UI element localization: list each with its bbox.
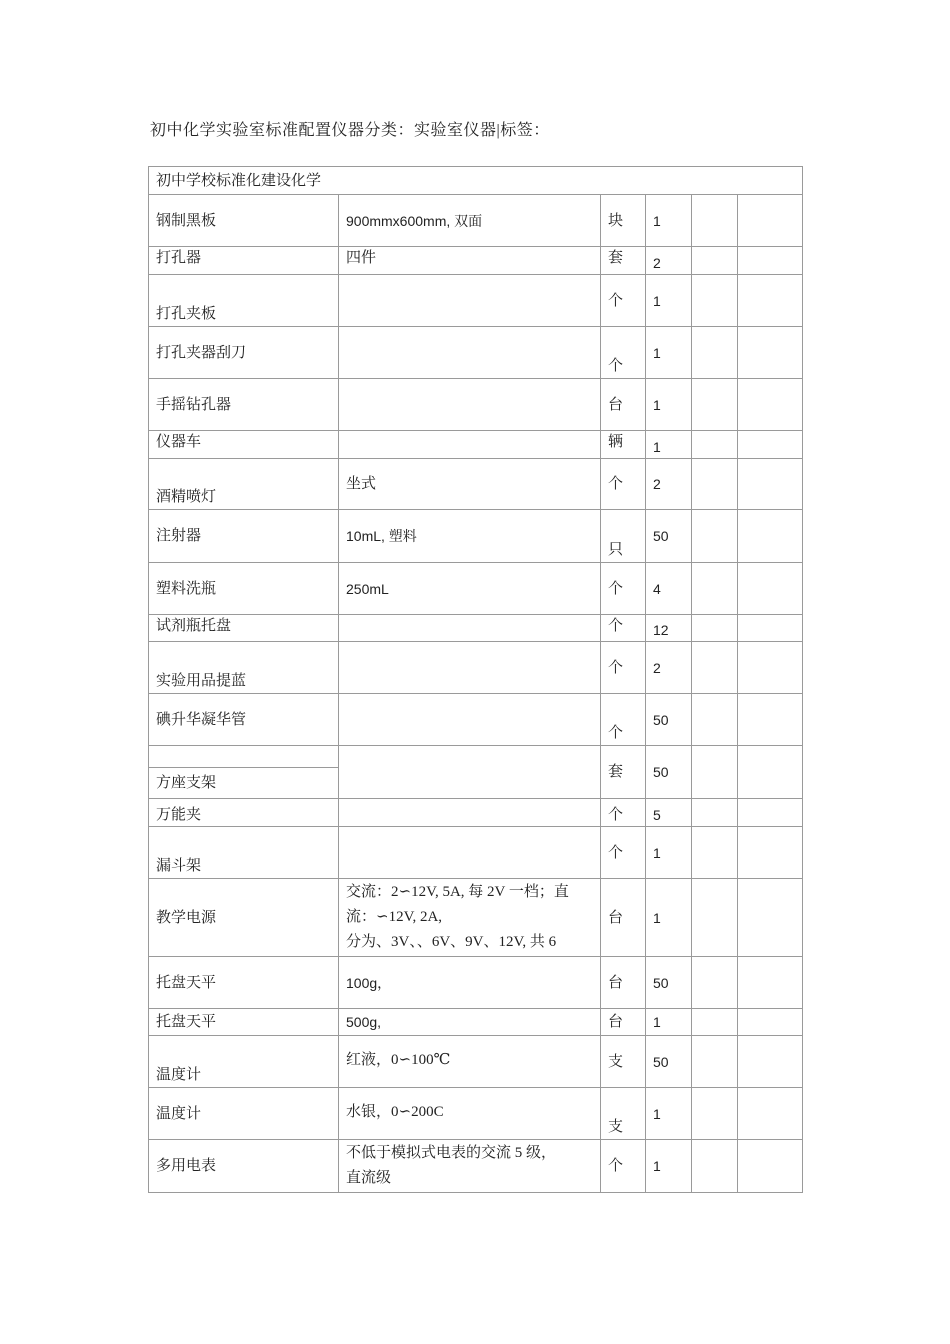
item-qty: 50 [646, 957, 692, 1009]
empty-cell [692, 694, 738, 746]
empty-cell [149, 746, 339, 768]
item-unit: 个 [601, 615, 646, 642]
empty-cell [738, 510, 803, 563]
table-row [149, 827, 803, 879]
table-row [149, 510, 803, 563]
item-name: 多用电表 [149, 1140, 339, 1193]
item-qty: 1 [646, 195, 692, 247]
table-row [149, 1140, 803, 1193]
item-spec [339, 431, 601, 459]
item-unit: 套 [601, 247, 646, 275]
empty-cell [692, 642, 738, 694]
spec-line: 不低于模拟式电表的交流 5 级， [346, 1145, 557, 1161]
item-unit: 个 [601, 694, 646, 746]
item-name: 打孔器 [149, 247, 339, 275]
item-name: 托盘天平 [149, 1009, 339, 1036]
item-name: 打孔夹板 [149, 275, 339, 327]
item-name: 实验用品提蓝 [149, 642, 339, 694]
item-unit: 个 [601, 642, 646, 694]
empty-cell [738, 957, 803, 1009]
item-name: 酒精喷灯 [149, 459, 339, 510]
item-spec [339, 327, 601, 379]
table-row [149, 1009, 803, 1036]
empty-cell [692, 327, 738, 379]
table-row [149, 1088, 803, 1140]
empty-cell [738, 799, 803, 827]
item-qty: 50 [646, 694, 692, 746]
empty-cell [692, 746, 738, 799]
item-name: 打孔夹器刮刀 [149, 327, 339, 379]
item-unit: 个 [601, 459, 646, 510]
empty-cell [692, 1088, 738, 1140]
empty-cell [692, 459, 738, 510]
table-row [149, 642, 803, 694]
item-unit: 台 [601, 1009, 646, 1036]
item-unit: 个 [601, 327, 646, 379]
item-name: 托盘天平 [149, 957, 339, 1009]
empty-cell [692, 563, 738, 615]
item-qty: 50 [646, 510, 692, 563]
item-qty: 1 [646, 327, 692, 379]
empty-cell [738, 1140, 803, 1193]
item-name: 万能夹 [149, 799, 339, 827]
table-row [149, 195, 803, 247]
spec-line: 交流：2∽12V, 5A, 每 2V 一档；直 [346, 884, 569, 900]
item-unit: 个 [601, 827, 646, 879]
item-unit: 支 [601, 1036, 646, 1088]
table-row [149, 879, 803, 957]
empty-cell [692, 275, 738, 327]
document-heading: 初中化学实验室标准配置仪器分类：实验室仪器|标签： [150, 122, 550, 139]
table-row [149, 1036, 803, 1088]
item-spec: 500g, [339, 1009, 601, 1036]
empty-cell [738, 827, 803, 879]
item-qty: 4 [646, 563, 692, 615]
item-unit: 只 [601, 510, 646, 563]
item-spec [339, 827, 601, 879]
item-qty: 1 [646, 1009, 692, 1036]
empty-cell [738, 195, 803, 247]
item-spec: 250mL [339, 563, 601, 615]
table-row [149, 957, 803, 1009]
empty-cell [738, 1009, 803, 1036]
table-title-row [149, 167, 803, 195]
item-spec [339, 615, 601, 642]
item-name: 手摇钻孔器 [149, 379, 339, 431]
empty-cell [692, 799, 738, 827]
empty-cell [692, 1036, 738, 1088]
item-spec [339, 879, 601, 957]
item-spec: 100g， [339, 957, 601, 1009]
item-unit: 个 [601, 563, 646, 615]
item-qty: 1 [646, 1140, 692, 1193]
spec-line: 分为、3V、、6V、9V、12V, 共 6 [346, 934, 557, 950]
item-unit: 台 [601, 879, 646, 957]
item-spec [339, 642, 601, 694]
item-spec: 四件 [339, 247, 601, 275]
empty-cell [692, 1009, 738, 1036]
empty-cell [738, 379, 803, 431]
empty-cell [692, 247, 738, 275]
empty-cell [738, 694, 803, 746]
item-unit: 台 [601, 379, 646, 431]
empty-cell [738, 615, 803, 642]
item-name: 注射器 [149, 510, 339, 563]
empty-cell [738, 746, 803, 799]
empty-cell [692, 195, 738, 247]
dash-cell [692, 1140, 738, 1193]
empty-cell [692, 879, 738, 957]
item-spec: 10mL, 塑料 [339, 510, 601, 563]
table-title: 初中学校标准化建设化学 [149, 167, 803, 195]
empty-cell [738, 247, 803, 275]
empty-cell [738, 275, 803, 327]
item-name: 仪器车 [149, 431, 339, 459]
item-qty: 2 [646, 642, 692, 694]
empty-cell [738, 1088, 803, 1140]
item-qty: 2 [646, 247, 692, 275]
item-name: 温度计 [149, 1088, 339, 1140]
instrument-table [148, 166, 803, 1193]
item-qty: 12 [646, 615, 692, 642]
item-spec [339, 746, 601, 799]
spec-line: 直流级 [346, 1170, 392, 1186]
item-qty: 1 [646, 1088, 692, 1140]
empty-cell [738, 431, 803, 459]
item-name: 温度计 [149, 1036, 339, 1088]
item-qty: 1 [646, 275, 692, 327]
empty-cell [738, 642, 803, 694]
item-name: 碘升华凝华管 [149, 694, 339, 746]
empty-cell [692, 957, 738, 1009]
item-name: 方座支架 [149, 768, 339, 799]
empty-cell [738, 459, 803, 510]
empty-cell [738, 1036, 803, 1088]
item-name: 钢制黑板 [149, 195, 339, 247]
table-row [149, 459, 803, 510]
item-name: 塑料洗瓶 [149, 563, 339, 615]
item-unit: 台 [601, 957, 646, 1009]
item-unit: 辆 [601, 431, 646, 459]
item-unit: 个 [601, 799, 646, 827]
item-qty: 2 [646, 459, 692, 510]
table-row [149, 431, 803, 459]
item-spec: 坐式 [339, 459, 601, 510]
item-unit: 个 [601, 1140, 646, 1193]
spec-line: 流：∽12V, 2A, [346, 909, 443, 925]
table-row [149, 275, 803, 327]
empty-cell [738, 879, 803, 957]
item-qty: 1 [646, 431, 692, 459]
empty-cell [692, 510, 738, 563]
table-row [149, 799, 803, 827]
item-name: 试剂瓶托盘 [149, 615, 339, 642]
item-unit: 块 [601, 195, 646, 247]
item-spec [339, 275, 601, 327]
item-qty: 50 [646, 1036, 692, 1088]
empty-cell [692, 827, 738, 879]
empty-cell [692, 615, 738, 642]
item-qty: 1 [646, 879, 692, 957]
item-spec [339, 799, 601, 827]
item-name: 教学电源 [149, 879, 339, 957]
table-row [149, 379, 803, 431]
item-spec [339, 694, 601, 746]
table-row [149, 615, 803, 642]
empty-cell [738, 327, 803, 379]
empty-cell [738, 563, 803, 615]
item-spec [339, 379, 601, 431]
item-spec: 900mmx600mm, 双面 [339, 195, 601, 247]
item-spec: 红液，0∽100℃ [339, 1036, 601, 1088]
item-unit: 支 [601, 1088, 646, 1140]
item-qty: 1 [646, 827, 692, 879]
table-row [149, 247, 803, 275]
item-spec: 水银，0∽200C [339, 1088, 601, 1140]
table-row [149, 694, 803, 746]
table-row [149, 746, 803, 768]
table-row [149, 563, 803, 615]
item-spec [339, 1140, 601, 1193]
table-row [149, 327, 803, 379]
empty-cell [692, 379, 738, 431]
item-qty: 50 [646, 746, 692, 799]
item-qty: 5 [646, 799, 692, 827]
item-unit: 套 [601, 746, 646, 799]
item-name: 漏斗架 [149, 827, 339, 879]
item-qty: 1 [646, 379, 692, 431]
item-unit: 个 [601, 275, 646, 327]
empty-cell [692, 431, 738, 459]
